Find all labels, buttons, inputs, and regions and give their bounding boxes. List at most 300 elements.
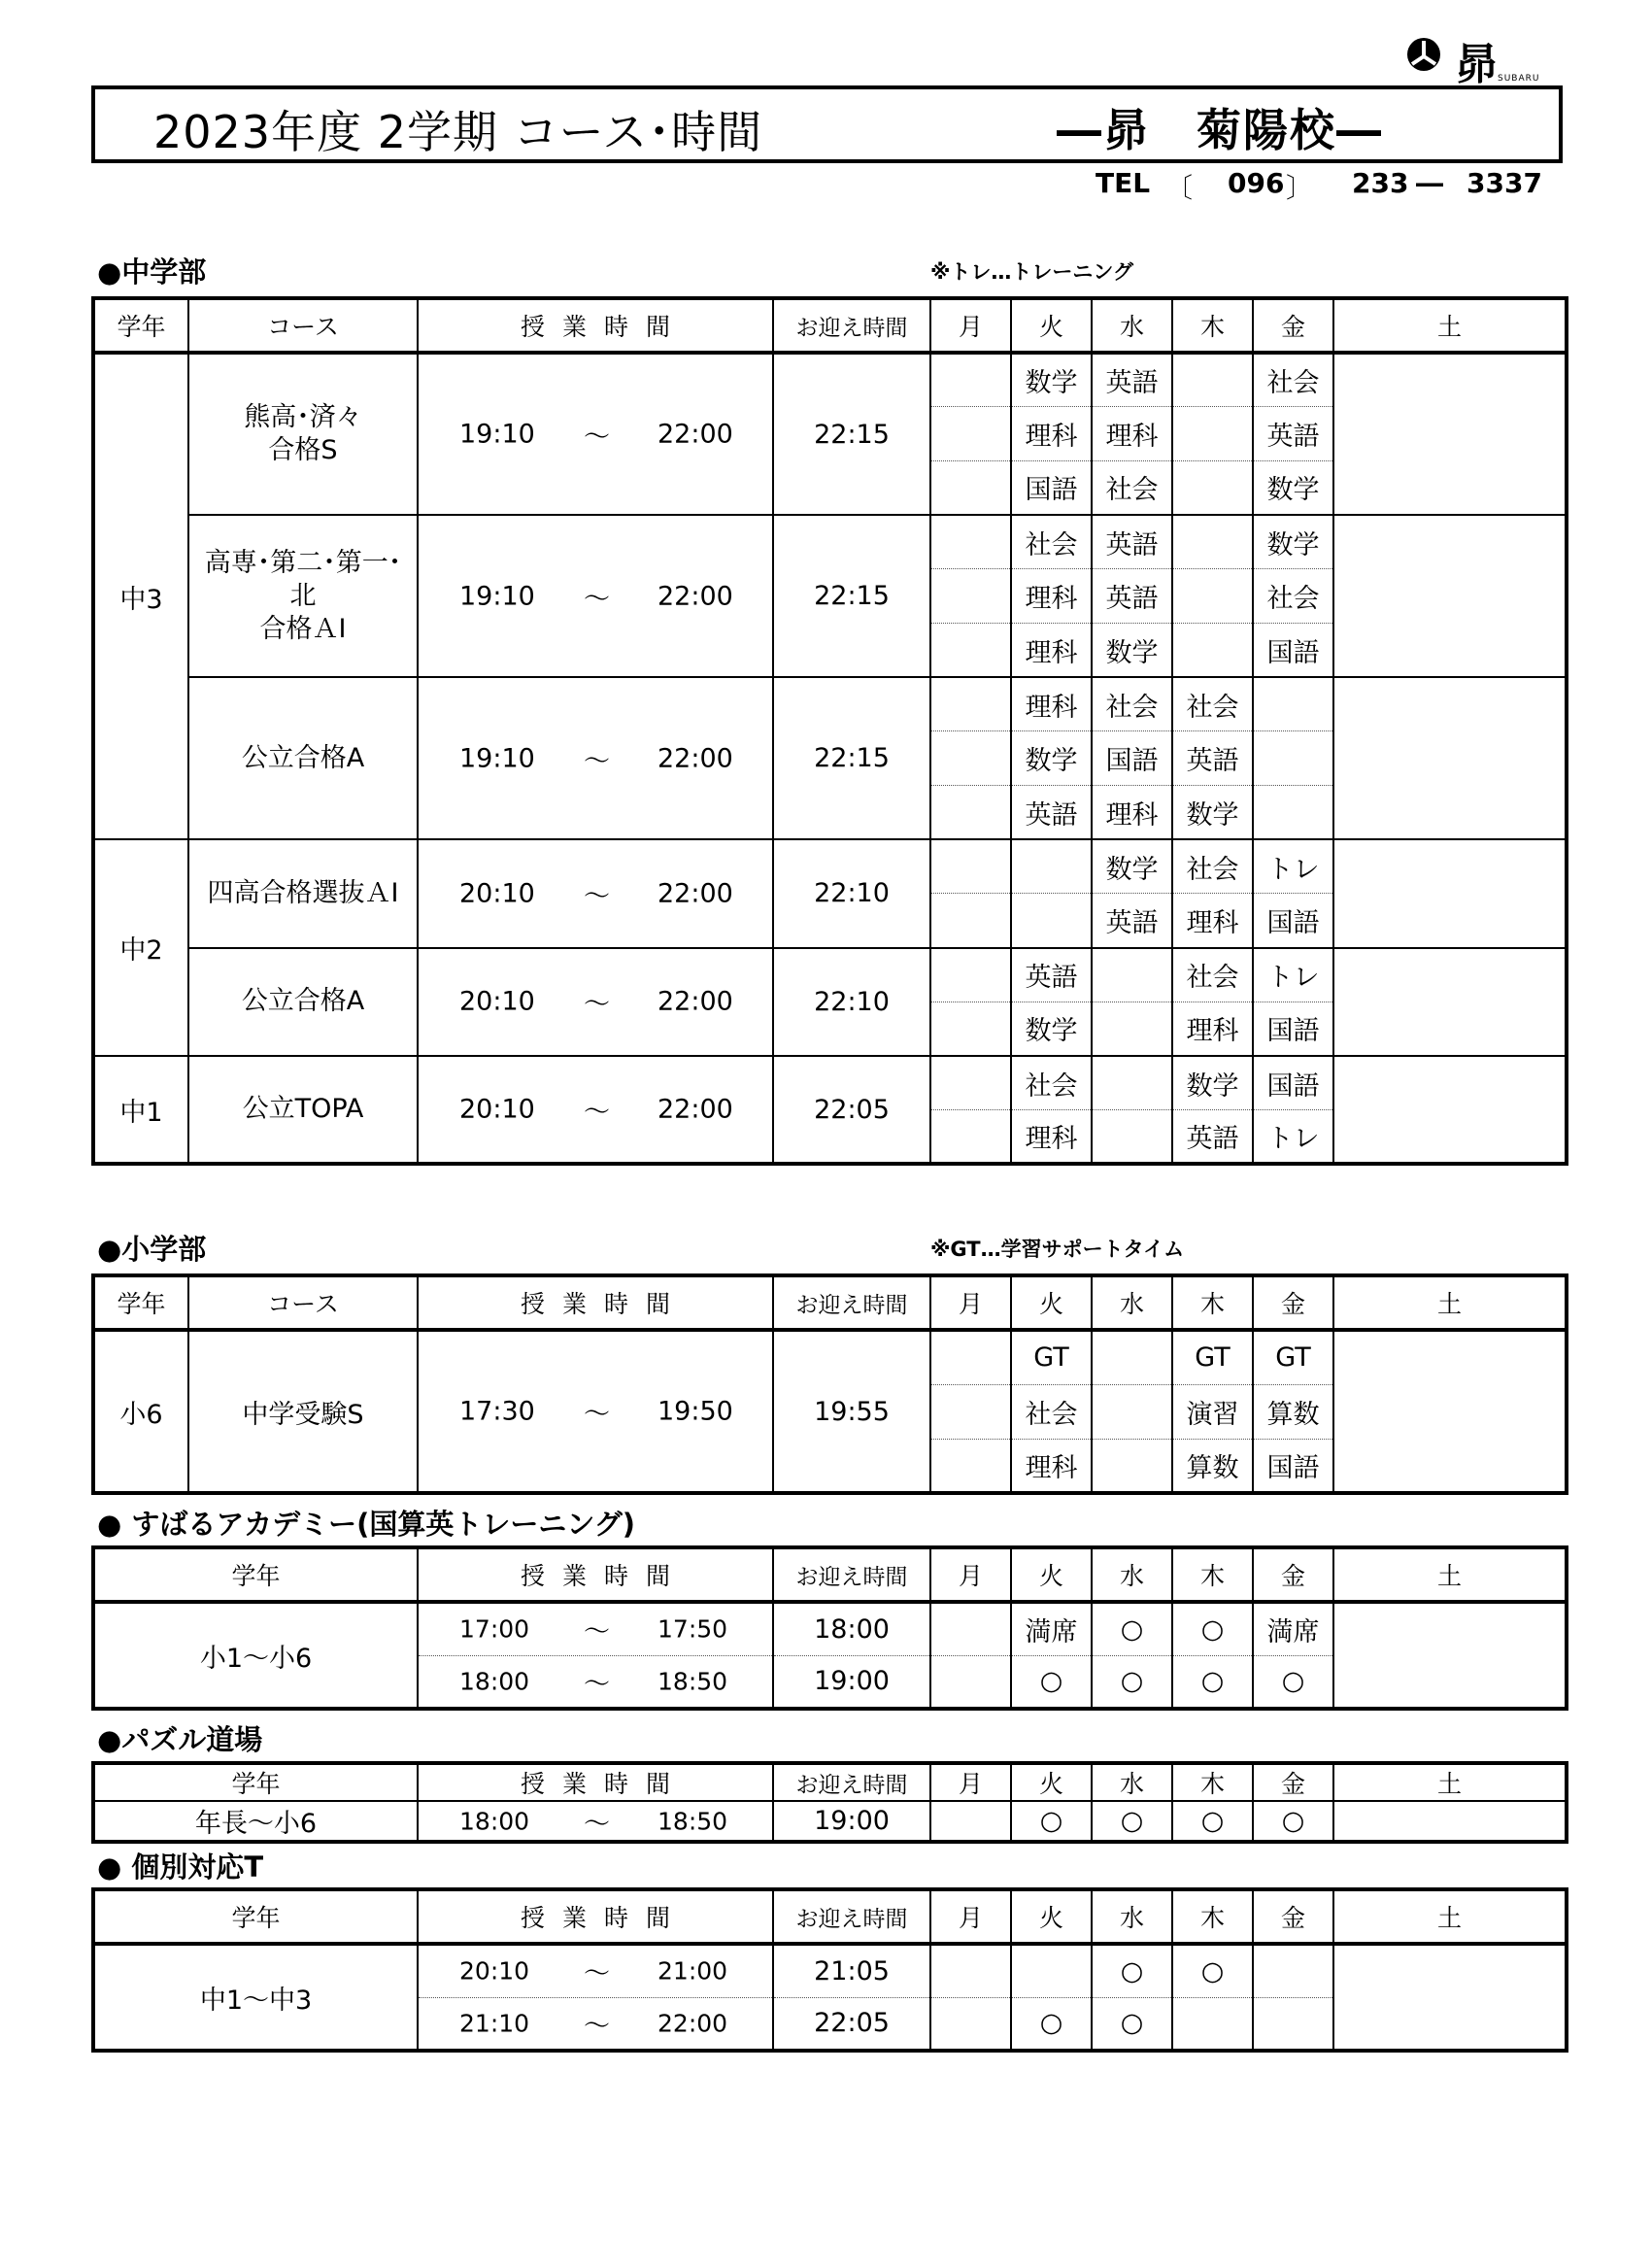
day-cell	[930, 1801, 1011, 1842]
header-time: 授業時間	[418, 1889, 773, 1944]
day-cell	[1011, 1944, 1092, 1997]
day-cell: 社会	[1172, 839, 1253, 894]
day-cell	[930, 1997, 1011, 2051]
puzzle-table	[91, 1761, 1568, 1844]
day-cell: 国語	[1253, 894, 1333, 948]
header-day: 土	[1333, 1763, 1567, 1801]
day-cell: 数学	[1011, 731, 1092, 786]
course-name-line: 公立合格A	[241, 986, 365, 1017]
day-cell: トレ	[1253, 948, 1333, 1002]
schedule-row	[93, 948, 1567, 1002]
header-grade: 学年	[93, 1547, 418, 1602]
pickup-time: 22:05	[773, 1056, 930, 1164]
day-cell	[1092, 1330, 1172, 1384]
grade-cell: 小1～小6	[93, 1602, 418, 1709]
day-cell	[1333, 515, 1567, 569]
header-pickup: お迎え時間	[773, 298, 930, 353]
start-time: 19:10	[459, 581, 535, 612]
class-time	[418, 1602, 773, 1655]
day-cell	[930, 1110, 1011, 1165]
class-time	[418, 1655, 773, 1709]
grade-cell: 中3	[93, 353, 188, 839]
course-name	[188, 515, 418, 677]
header-pickup: お迎え時間	[773, 1275, 930, 1330]
header-day: 水	[1092, 1547, 1172, 1602]
header-row	[93, 1763, 1567, 1801]
day-cell: 数学	[1253, 515, 1333, 569]
schedule-row	[93, 1330, 1567, 1384]
day-cell: GT	[1172, 1330, 1253, 1384]
elementary-table	[91, 1273, 1568, 1495]
day-cell	[1253, 786, 1333, 840]
pickup-time: 22:15	[773, 515, 930, 677]
day-cell	[1253, 677, 1333, 731]
day-cell	[1333, 786, 1567, 840]
day-cell: ○	[1172, 1801, 1253, 1842]
day-cell	[930, 1330, 1011, 1384]
day-cell	[1172, 407, 1253, 461]
middle-section-title: ●中学部	[97, 255, 207, 289]
day-cell	[1172, 353, 1253, 407]
header-row	[93, 1547, 1567, 1602]
day-cell: 理科	[1011, 1110, 1092, 1165]
day-cell	[1011, 839, 1092, 894]
start-time: 17:30	[459, 1396, 535, 1427]
day-cell	[1333, 1602, 1567, 1655]
individual-table	[91, 1887, 1568, 2053]
day-cell: 社会	[1092, 460, 1172, 515]
tel-dash: ―	[1416, 167, 1443, 199]
course-name-line: 合格S	[268, 435, 338, 466]
tilde: ～	[584, 1958, 611, 1989]
day-cell: 英語	[1092, 894, 1172, 948]
day-cell	[1092, 1384, 1172, 1439]
title-box	[91, 85, 1563, 163]
end-time: 18:50	[657, 1807, 728, 1835]
day-cell	[1092, 1056, 1172, 1110]
logo-subtext: SUBARU	[1498, 74, 1540, 84]
tilde: ～	[584, 1097, 610, 1128]
day-cell	[1253, 1997, 1333, 2051]
end-time: 22:00	[657, 986, 733, 1017]
day-cell	[930, 1944, 1011, 1997]
course-name-line: 北	[289, 580, 317, 611]
header-day: 土	[1333, 1889, 1567, 1944]
day-cell	[930, 1056, 1011, 1110]
grade-cell: 小6	[93, 1330, 188, 1493]
day-cell: 理科	[1172, 1002, 1253, 1056]
header-grade: 学年	[93, 298, 188, 353]
class-time	[418, 515, 773, 677]
day-cell	[1011, 894, 1092, 948]
day-cell: 理科	[1011, 623, 1092, 677]
header-day: 木	[1172, 1763, 1253, 1801]
header-course: コース	[188, 1275, 418, 1330]
header-day: 金	[1253, 298, 1333, 353]
end-time: 22:00	[657, 2009, 728, 2038]
day-cell: 社会	[1011, 515, 1092, 569]
school-name: ―昴 菊陽校―	[1057, 104, 1383, 156]
schedule-row	[93, 1602, 1567, 1655]
tilde: ～	[584, 881, 610, 912]
day-cell: 満席	[1253, 1602, 1333, 1655]
end-time: 17:50	[657, 1614, 728, 1644]
pickup-time: 22:10	[773, 839, 930, 947]
header-day: 金	[1253, 1889, 1333, 1944]
grade-cell: 中1～中3	[93, 1944, 418, 2051]
day-cell	[930, 569, 1011, 624]
day-cell	[1172, 515, 1253, 569]
day-cell: 英語	[1092, 569, 1172, 624]
tilde: ～	[584, 2011, 611, 2042]
day-cell: 理科	[1011, 569, 1092, 624]
day-cell	[1333, 1330, 1567, 1384]
day-cell	[1172, 569, 1253, 624]
day-cell	[1333, 731, 1567, 786]
day-cell: 社会	[1011, 1056, 1092, 1110]
pickup-time: 22:05	[773, 1997, 930, 2051]
course-name	[188, 1056, 418, 1164]
day-cell: 英語	[1172, 1110, 1253, 1165]
class-time	[418, 1944, 773, 1997]
header-row	[93, 1889, 1567, 1944]
header-grade: 学年	[93, 1763, 418, 1801]
header-day: 火	[1011, 1889, 1092, 1944]
header-time: 授業時間	[418, 298, 773, 353]
header-day: 水	[1092, 1763, 1172, 1801]
pickup-time: 21:05	[773, 1944, 930, 1997]
end-time: 22:00	[657, 878, 733, 909]
day-cell	[930, 623, 1011, 677]
day-cell: 国語	[1253, 623, 1333, 677]
day-cell: ○	[1092, 1602, 1172, 1655]
header-day: 土	[1333, 1275, 1567, 1330]
grade-cell: 年長～小6	[93, 1801, 418, 1842]
class-time	[418, 1997, 773, 2051]
schedule-row	[93, 1056, 1567, 1110]
course-name-line: 高専･第二･第一･	[204, 547, 402, 578]
day-cell	[1333, 353, 1567, 407]
day-cell: ○	[1092, 1997, 1172, 2051]
start-time: 18:00	[459, 1667, 530, 1696]
day-cell	[930, 948, 1011, 1002]
day-cell: ○	[1092, 1655, 1172, 1709]
day-cell: 数学	[1011, 353, 1092, 407]
day-cell	[1333, 1944, 1567, 1997]
tilde: ～	[584, 1616, 611, 1647]
pickup-time: 22:15	[773, 353, 930, 515]
day-cell	[1172, 623, 1253, 677]
pickup-time: 19:55	[773, 1330, 930, 1493]
schedule-row	[93, 677, 1567, 731]
day-cell: 社会	[1011, 1384, 1092, 1439]
header-day: 木	[1172, 298, 1253, 353]
day-cell	[1333, 948, 1567, 1002]
day-cell: 英語	[1253, 407, 1333, 461]
day-cell: 理科	[1011, 407, 1092, 461]
day-cell	[1333, 1655, 1567, 1709]
day-cell: 算数	[1172, 1439, 1253, 1493]
header-pickup: お迎え時間	[773, 1547, 930, 1602]
header-day: 月	[930, 1763, 1011, 1801]
start-time: 18:00	[459, 1807, 530, 1835]
tel-label: TEL	[1096, 167, 1151, 199]
header-row	[93, 1275, 1567, 1330]
class-time	[418, 1330, 773, 1493]
day-cell: 理科	[1011, 677, 1092, 731]
header-day: 土	[1333, 1547, 1567, 1602]
day-cell	[1333, 1110, 1567, 1165]
day-cell	[1092, 1110, 1172, 1165]
header-grade: 学年	[93, 1889, 418, 1944]
day-cell: 英語	[1172, 731, 1253, 786]
day-cell: 理科	[1092, 786, 1172, 840]
logo-text: 昴	[1455, 40, 1498, 89]
end-time: 22:00	[657, 419, 733, 450]
day-cell: 社会	[1172, 677, 1253, 731]
header-time: 授業時間	[418, 1547, 773, 1602]
tel-number: 3337	[1467, 167, 1542, 199]
day-cell: トレ	[1253, 1110, 1333, 1165]
tel-line	[1096, 167, 1542, 206]
day-cell: ○	[1172, 1655, 1253, 1709]
day-cell	[1333, 1801, 1567, 1842]
course-name-line: 合格ＡⅠ	[259, 613, 347, 644]
schedule-row	[93, 839, 1567, 894]
pickup-time: 22:15	[773, 677, 930, 839]
end-time: 21:00	[657, 1956, 728, 1986]
schedule-row	[93, 515, 1567, 569]
class-time	[418, 677, 773, 839]
schedule-row	[93, 353, 1567, 407]
course-name-line: 四高合格選抜ＡⅠ	[207, 877, 399, 908]
course-name-line: 熊高･済々	[244, 402, 362, 433]
day-cell	[1333, 894, 1567, 948]
start-time: 17:00	[459, 1614, 530, 1644]
header-day: 月	[930, 298, 1011, 353]
day-cell: 数学	[1092, 839, 1172, 894]
day-cell	[930, 1602, 1011, 1655]
day-cell	[930, 460, 1011, 515]
day-cell	[1333, 839, 1567, 894]
day-cell	[930, 1002, 1011, 1056]
schedule-row	[93, 1944, 1567, 1997]
start-time: 21:10	[459, 2009, 530, 2038]
day-cell: ○	[1172, 1602, 1253, 1655]
header-day: 火	[1011, 1763, 1092, 1801]
elementary-section-title: ●小学部	[97, 1233, 207, 1266]
tilde: ～	[584, 1669, 611, 1700]
day-cell	[1253, 1944, 1333, 1997]
page-title: 2023年度 2学期 コース･時間	[153, 106, 763, 158]
tel-rparen: 〕	[1286, 172, 1314, 204]
header-day: 火	[1011, 1275, 1092, 1330]
end-time: 22:00	[657, 743, 733, 774]
start-time: 19:10	[459, 743, 535, 774]
day-cell: 社会	[1172, 948, 1253, 1002]
course-name	[188, 839, 418, 947]
pickup-time: 19:00	[773, 1655, 930, 1709]
day-cell: GT	[1011, 1330, 1092, 1384]
tilde: ～	[584, 989, 610, 1020]
day-cell: 満席	[1011, 1602, 1092, 1655]
header-day: 金	[1253, 1763, 1333, 1801]
day-cell	[1092, 948, 1172, 1002]
end-time: 19:50	[657, 1396, 733, 1427]
header-day: 月	[930, 1889, 1011, 1944]
day-cell: 数学	[1011, 1002, 1092, 1056]
day-cell: GT	[1253, 1330, 1333, 1384]
header-pickup: お迎え時間	[773, 1889, 930, 1944]
header-day: 火	[1011, 298, 1092, 353]
logo	[1399, 29, 1554, 87]
subaru-star-icon	[1404, 35, 1443, 74]
day-cell: 数学	[1172, 786, 1253, 840]
course-name	[188, 948, 418, 1056]
grade-cell: 中2	[93, 839, 188, 1056]
puzzle-section-title: ●パズル道場	[97, 1723, 263, 1756]
day-cell	[930, 1439, 1011, 1493]
tilde: ～	[584, 1809, 611, 1839]
day-cell	[1172, 460, 1253, 515]
class-time	[418, 1056, 773, 1164]
day-cell: 理科	[1011, 1439, 1092, 1493]
day-cell: 理科	[1092, 407, 1172, 461]
end-time: 22:00	[657, 1094, 733, 1125]
end-time: 22:00	[657, 581, 733, 612]
course-name-line: 公立合格A	[241, 742, 365, 773]
tilde: ～	[584, 584, 610, 615]
day-cell	[1172, 1997, 1253, 2051]
middle-school-table	[91, 296, 1568, 1166]
header-time: 授業時間	[418, 1763, 773, 1801]
day-cell: 数学	[1172, 1056, 1253, 1110]
day-cell	[1333, 407, 1567, 461]
day-cell	[1333, 623, 1567, 677]
middle-note: ※トレ…トレーニング	[930, 260, 1133, 284]
course-name-line: 公立TOPA	[242, 1094, 364, 1125]
day-cell: 社会	[1092, 677, 1172, 731]
header-day: 金	[1253, 1275, 1333, 1330]
academy-table	[91, 1545, 1568, 1711]
header-day: 木	[1172, 1889, 1253, 1944]
day-cell	[1333, 1002, 1567, 1056]
day-cell	[1333, 1384, 1567, 1439]
day-cell: 社会	[1253, 569, 1333, 624]
day-cell: トレ	[1253, 839, 1333, 894]
day-cell	[1333, 677, 1567, 731]
elementary-note: ※GT…学習サポートタイム	[930, 1238, 1185, 1261]
tilde: ～	[584, 746, 610, 777]
day-cell	[930, 786, 1011, 840]
day-cell	[930, 839, 1011, 894]
tilde: ～	[584, 1399, 610, 1430]
pickup-time: 18:00	[773, 1602, 930, 1655]
day-cell: 英語	[1011, 948, 1092, 1002]
day-cell	[930, 894, 1011, 948]
day-cell	[930, 407, 1011, 461]
header-day: 水	[1092, 298, 1172, 353]
header-day: 月	[930, 1275, 1011, 1330]
schedule-row	[93, 1801, 1567, 1842]
day-cell: 国語	[1092, 731, 1172, 786]
day-cell: 演習	[1172, 1384, 1253, 1439]
header-grade: 学年	[93, 1275, 188, 1330]
day-cell: ○	[1172, 1944, 1253, 1997]
day-cell: 国語	[1253, 1002, 1333, 1056]
start-time: 20:10	[459, 986, 535, 1017]
day-cell: ○	[1253, 1655, 1333, 1709]
course-name	[188, 353, 418, 515]
class-time	[418, 1801, 773, 1842]
start-time: 20:10	[459, 1956, 530, 1986]
pickup-time: 22:10	[773, 948, 930, 1056]
day-cell	[1333, 1997, 1567, 2051]
day-cell	[930, 1384, 1011, 1439]
day-cell: ○	[1253, 1801, 1333, 1842]
header-day: 月	[930, 1547, 1011, 1602]
header-day: 水	[1092, 1275, 1172, 1330]
header-day: 金	[1253, 1547, 1333, 1602]
day-cell	[1092, 1439, 1172, 1493]
class-time	[418, 839, 773, 947]
header-day: 水	[1092, 1889, 1172, 1944]
day-cell: 算数	[1253, 1384, 1333, 1439]
tilde: ～	[584, 422, 610, 453]
day-cell: 英語	[1092, 353, 1172, 407]
day-cell	[1333, 1439, 1567, 1493]
header-pickup: お迎え時間	[773, 1763, 930, 1801]
start-time: 19:10	[459, 419, 535, 450]
day-cell: 数学	[1253, 460, 1333, 515]
start-time: 20:10	[459, 1094, 535, 1125]
header-row	[93, 298, 1567, 353]
day-cell	[930, 353, 1011, 407]
header-day: 土	[1333, 298, 1567, 353]
start-time: 20:10	[459, 878, 535, 909]
day-cell: 国語	[1011, 460, 1092, 515]
day-cell	[930, 515, 1011, 569]
grade-cell: 中1	[93, 1056, 188, 1164]
tel-area: 096	[1228, 167, 1285, 199]
day-cell	[1333, 1056, 1567, 1110]
header-time: 授業時間	[418, 1275, 773, 1330]
header-day: 木	[1172, 1547, 1253, 1602]
end-time: 18:50	[657, 1667, 728, 1696]
day-cell: 国語	[1253, 1439, 1333, 1493]
day-cell: 理科	[1172, 894, 1253, 948]
day-cell	[930, 677, 1011, 731]
course-name: 中学受験S	[188, 1330, 418, 1493]
header-day: 火	[1011, 1547, 1092, 1602]
day-cell	[1092, 1002, 1172, 1056]
class-time	[418, 353, 773, 515]
day-cell	[930, 731, 1011, 786]
pickup-time: 19:00	[773, 1801, 930, 1842]
day-cell	[1333, 569, 1567, 624]
day-cell: ○	[1011, 1997, 1092, 2051]
day-cell: ○	[1011, 1801, 1092, 1842]
course-name	[188, 677, 418, 839]
day-cell: 英語	[1092, 515, 1172, 569]
individual-section-title: ● 個別対応T	[97, 1851, 264, 1884]
day-cell	[1253, 731, 1333, 786]
day-cell: ○	[1092, 1944, 1172, 1997]
day-cell: ○	[1011, 1655, 1092, 1709]
academy-section-title: ● すばるアカデミー(国算英トレーニング)	[97, 1508, 636, 1541]
day-cell: 社会	[1253, 353, 1333, 407]
day-cell: 英語	[1011, 786, 1092, 840]
